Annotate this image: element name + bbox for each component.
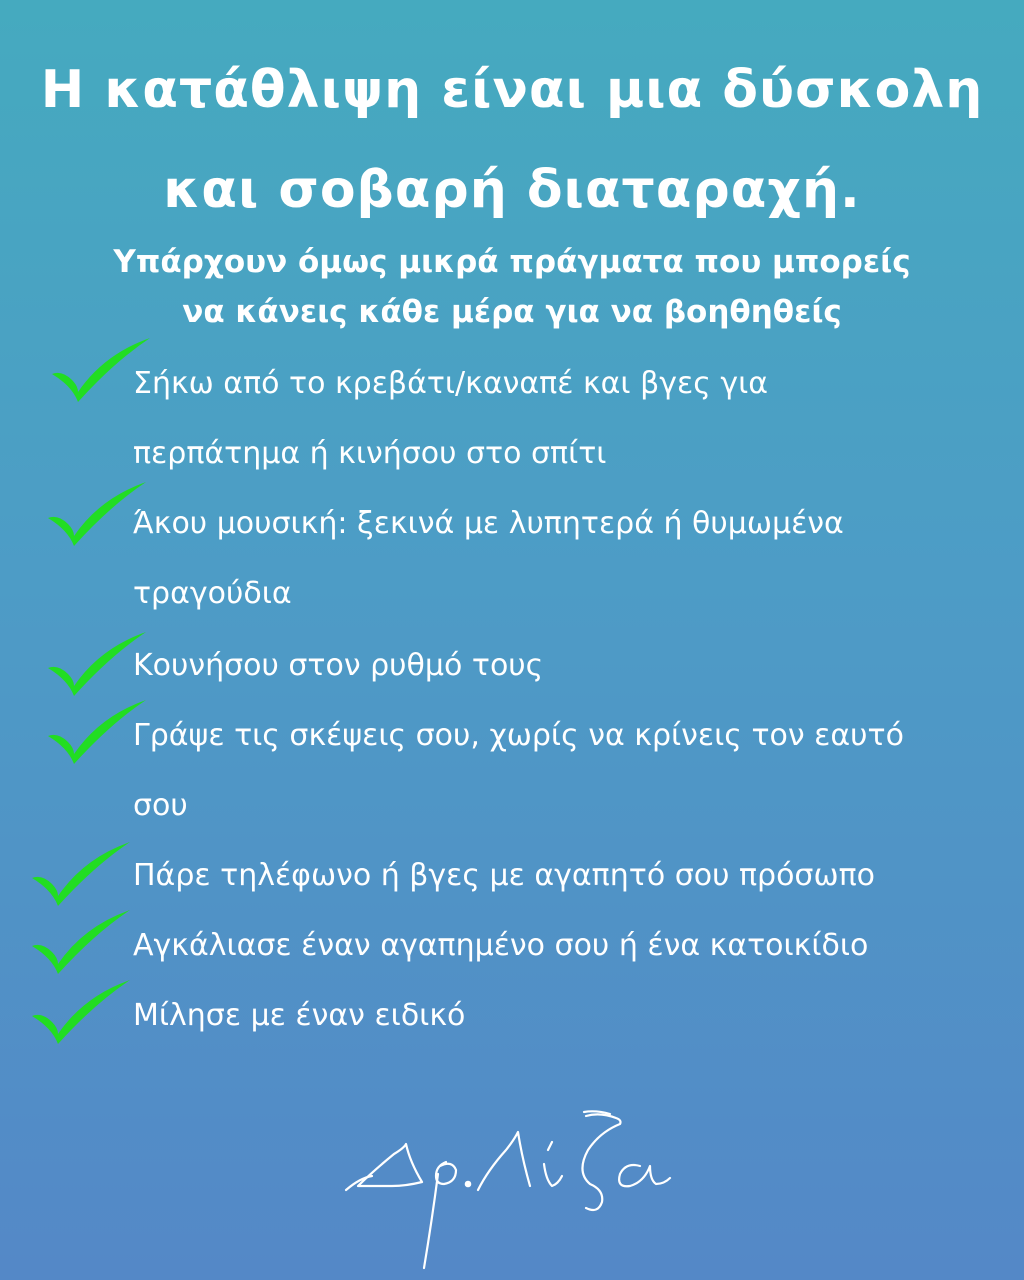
- list-item-text: Κουνήσου στον ρυθμό τους: [133, 648, 544, 683]
- list-item-text: περπάτημα ή κινήσου στο σπίτι: [133, 436, 607, 471]
- list-item-text: Μίλησε με έναν ειδικό: [133, 998, 466, 1033]
- headline-line-2: και σοβαρή διαταραχή.: [163, 160, 861, 220]
- subtitle-line-1: Υπάρχουν όμως μικρά πράγματα που μπορείς: [113, 244, 911, 280]
- checkmark-icon: [28, 976, 138, 1046]
- list-item-text: Γράψε τις σκέψεις σου, χωρίς να κρίνεις τον εαυτό: [133, 718, 904, 753]
- list-item-text: Πάρε τηλέφωνο ή βγες με αγαπητό σου πρόσωπο: [133, 858, 875, 893]
- headline-line-1: Η κατάθλιψη είναι μια δύσκολη: [40, 60, 984, 120]
- list-item-text: Αγκάλιασε έναν αγαπημένο σου ή ένα κατοικίδιο: [133, 928, 869, 963]
- list-item-text: σου: [133, 788, 188, 823]
- list-item-text: Σήκω από το κρεβάτι/καναπέ και βγες για: [133, 366, 769, 401]
- list-item-text: Άκου μουσική: ξεκινά με λυπητερά ή θυμωμένα: [133, 506, 844, 541]
- list-item-text: τραγούδια: [133, 576, 292, 611]
- checkmark-icon: [28, 906, 138, 976]
- signature: [0, 1110, 1024, 1280]
- subtitle-line-2: να κάνεις κάθε μέρα για να βοηθηθείς: [182, 294, 842, 330]
- checkmark-icon: [28, 838, 138, 908]
